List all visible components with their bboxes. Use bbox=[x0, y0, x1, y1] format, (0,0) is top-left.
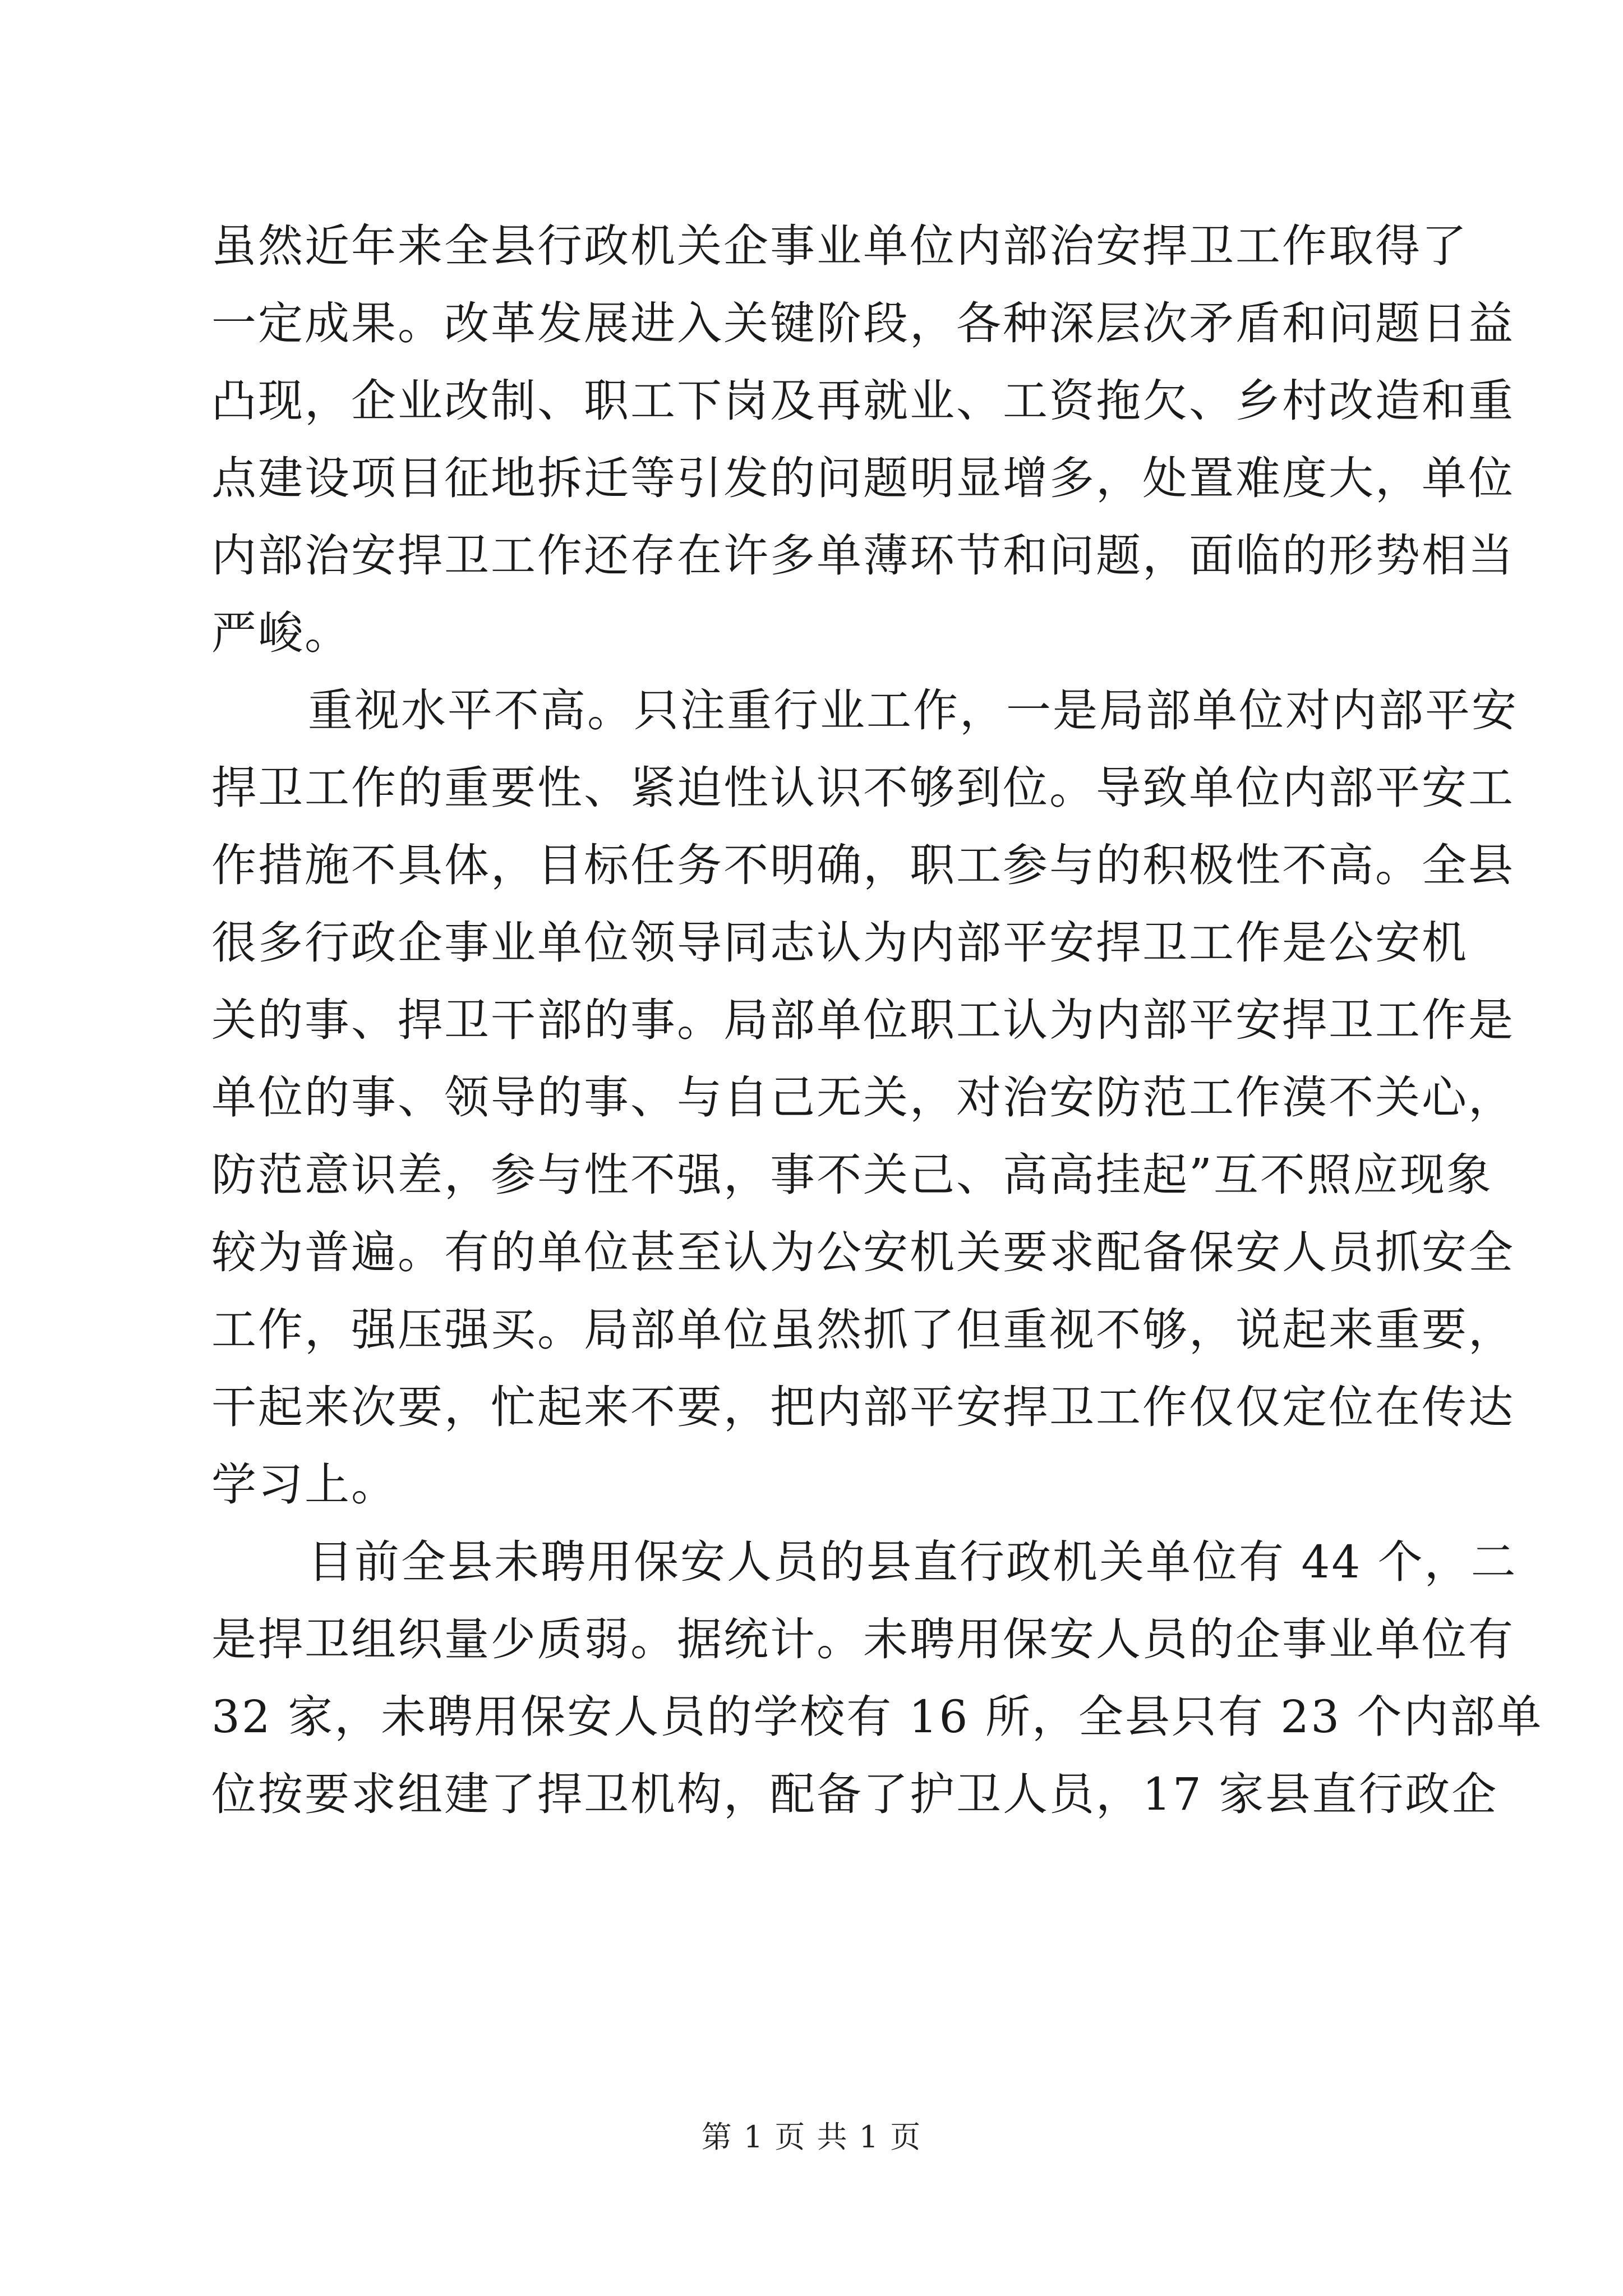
text-line: 虽然近年来全县行政机关企事业单位内部治安捍卫工作取得了 bbox=[211, 220, 1468, 272]
text-line: 32 家，未聘用保安人员的学校有 16 所，全县只有 23 个内部单 bbox=[211, 1691, 1543, 1743]
text-line: 干起来次要，忙起来不要，把内部平安捍卫工作仅仅定位在传达 bbox=[211, 1381, 1515, 1433]
text-line: 重视水平不高。只注重行业工作，一是局部单位对内部平安 bbox=[308, 684, 1518, 737]
text-line: 很多行政企事业单位领导同志认为内部平安捍卫工作是公安机 bbox=[211, 917, 1468, 969]
paragraph-3 bbox=[211, 1524, 1543, 1833]
text-line: 内部治安捍卫工作还存在许多单薄环节和问题，面临的形势相当 bbox=[211, 530, 1515, 582]
text-line: 点建设项目征地拆迁等引发的问题明显增多，处置难度大，单位 bbox=[211, 452, 1515, 504]
text-line: 防范意识差，参与性不强，事不关己、高高挂起”互不照应现象 bbox=[211, 1149, 1493, 1201]
text-line: 位按要求组建了捍卫机构，配备了护卫人员，17 家县直行政企 bbox=[211, 1768, 1498, 1820]
text-line: 学习上。 bbox=[211, 1458, 398, 1511]
text-line: 凸现，企业改制、职工下岗及再就业、工资拖欠、乡村改造和重 bbox=[211, 375, 1515, 427]
text-line: 单位的事、领导的事、与自己无关，对治安防范工作漠不关心， bbox=[211, 1071, 1515, 1124]
text-line: 是捍卫组织量少质弱。据统计。未聘用保安人员的企事业单位有 bbox=[211, 1613, 1515, 1665]
paragraph-2 bbox=[211, 672, 1518, 1524]
text-line: 作措施不具体，目标任务不明确，职工参与的积极性不高。全县 bbox=[211, 839, 1515, 891]
text-line: 一定成果。改革发展进入关键阶段，各种深层次矛盾和问题日益 bbox=[211, 297, 1515, 349]
text-line: 捍卫工作的重要性、紧迫性认识不够到位。导致单位内部平安工 bbox=[211, 762, 1515, 814]
text-line: 目前全县未聘用保安人员的县直行政机关单位有 44 个，二 bbox=[308, 1536, 1518, 1588]
text-line: 工作，强压强买。局部单位虽然抓了但重视不够，说起来重要， bbox=[211, 1304, 1515, 1356]
document-body bbox=[211, 208, 1543, 1833]
text-line: 严峻。 bbox=[211, 607, 351, 659]
page-footer bbox=[0, 2115, 1623, 2160]
text-line: 关的事、捍卫干部的事。局部单位职工认为内部平安捍卫工作是 bbox=[211, 994, 1515, 1046]
text-line: 较为普遍。有的单位甚至认为公安机关要求配备保安人员抓安全 bbox=[211, 1226, 1515, 1278]
page-number-label: 第 1 页 共 1 页 bbox=[701, 2119, 922, 2155]
paragraph-1 bbox=[211, 208, 1515, 672]
